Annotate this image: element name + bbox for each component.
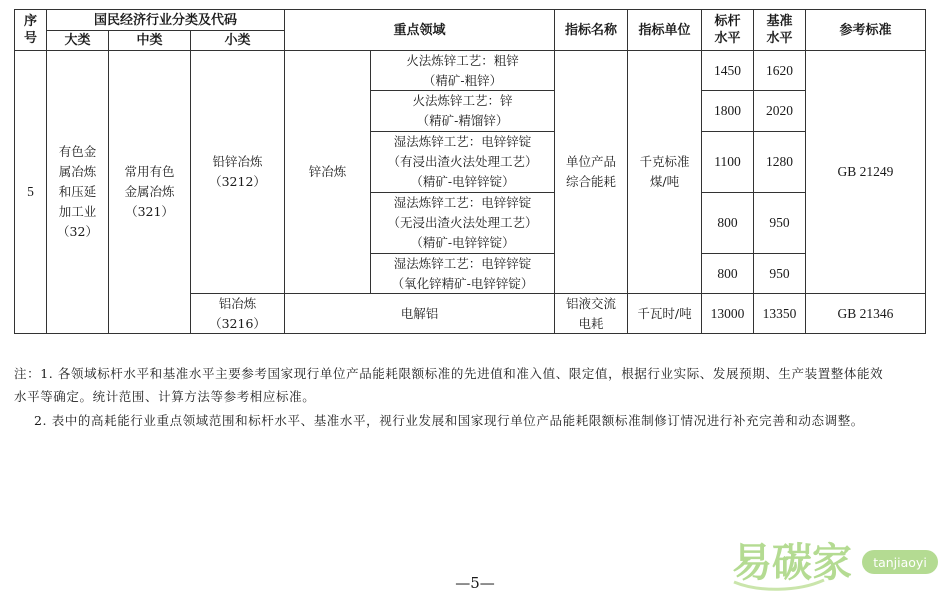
baseline-value: 1280: [766, 154, 793, 169]
major-line: 和压延: [58, 184, 97, 199]
header-indicator-unit: 指标单位: [638, 22, 691, 38]
baseline-value: 2020: [766, 103, 793, 118]
benchmark-value: 1100: [714, 154, 741, 169]
header-seq-line: 序: [23, 14, 37, 29]
page-number: —5—: [455, 574, 495, 592]
logo-brand-text: 易碳家: [732, 540, 852, 586]
indicator-unit-line: 千克标准: [639, 154, 690, 169]
process-line: （精矿-电锌锌锭）: [410, 174, 515, 189]
benchmark-value: 1450: [714, 62, 741, 78]
logo-site-text: tanjiaoyi: [873, 555, 927, 570]
baseline-value: 950: [769, 215, 790, 230]
benchmark-value: 1800: [714, 103, 741, 118]
process-text: [371, 51, 554, 90]
process-text: [371, 193, 554, 253]
process-line: （精矿-精馏锌）: [416, 113, 509, 128]
note-line-3: 2. 表中的高耗能行业重点领域范围和标杆水平、基准水平，视行业发展和国家现行单位产品能耗限额标准制修订情况进行补充完善和动态调整。: [34, 413, 864, 428]
baseline-value-aluminum: 13350: [762, 305, 797, 321]
indicator-unit-line: 煤/吨: [649, 174, 680, 189]
process-text: [371, 91, 554, 131]
benchmark-value: 800: [717, 215, 738, 230]
header-benchmark-line: 水平: [714, 31, 741, 46]
process-line: （精矿-粗锌）: [422, 72, 503, 88]
indicator-name-line: 单位产品: [565, 154, 616, 169]
major-line: （32）: [57, 224, 98, 239]
header-indicator-name: 指标名称: [564, 22, 617, 38]
note-line-2: 水平等确定。统计范围、计算方法等参考相应标准。: [14, 389, 316, 404]
header-medium: 中类: [136, 33, 163, 48]
row-medium-category: [109, 51, 190, 333]
process-line: （有浸出渣火法处理工艺）: [387, 154, 538, 169]
header-baseline-line: 基准: [766, 14, 793, 29]
reference-zinc: GB 21249: [837, 164, 894, 179]
row-seq: 5: [27, 184, 34, 199]
indicator-name-line: 铝液交流: [565, 295, 616, 311]
indicator-name-aluminum: [555, 294, 627, 333]
tanjiaoyi-watermark-logo: [728, 530, 940, 596]
indicator-name-zinc: [555, 51, 627, 293]
header-baseline-line: 水平: [766, 31, 793, 46]
reference-aluminum: GB 21346: [837, 305, 894, 321]
row-minor-zinc: [191, 51, 284, 293]
benchmark-value-aluminum: 13000: [710, 305, 745, 321]
process-text: [371, 254, 554, 293]
process-line: 湿法炼锌工艺：电锌锌锭: [393, 195, 532, 210]
indicator-unit-aluminum: 千瓦时/吨: [637, 305, 692, 321]
indicator-name-line: 电耗: [578, 315, 604, 331]
minor-aluminum-line: 铝冶炼: [218, 295, 257, 311]
minor-zinc-line: 铅锌冶炼: [212, 154, 263, 169]
header-minor: 小类: [224, 33, 251, 48]
row-major-category: [47, 51, 108, 333]
medium-line: 常用有色: [124, 164, 175, 179]
row-field-zinc: 锌冶炼: [308, 164, 347, 179]
header-seq-line: 号: [23, 31, 37, 46]
header-benchmark: [702, 10, 753, 50]
header-reference: 参考标准: [839, 22, 892, 38]
process-line: （无浸出渣火法处理工艺）: [387, 215, 538, 230]
process-line: 湿法炼锌工艺：电锌锌锭: [393, 134, 532, 149]
major-line: 属冶炼: [58, 164, 97, 179]
header-benchmark-line: 标杆: [714, 14, 741, 29]
process-line: （氧化锌精矿-电锌锌锭）: [391, 275, 534, 291]
baseline-value: 1620: [766, 62, 793, 78]
row-minor-aluminum: [191, 294, 284, 333]
process-text: [371, 132, 554, 192]
header-major: 大类: [64, 33, 91, 48]
process-line: 火法炼锌工艺：锌: [412, 93, 513, 108]
header-classification: 国民经济行业分类及代码: [93, 12, 237, 28]
process-line: （精矿-电锌锌锭）: [410, 235, 515, 250]
minor-zinc-line: （3212）: [209, 174, 266, 189]
header-field: 重点领域: [393, 22, 446, 38]
medium-line: 金属冶炼: [124, 184, 175, 199]
major-line: 加工业: [58, 204, 97, 219]
row-field-aluminum: 电解铝: [400, 305, 439, 321]
medium-line: （321）: [125, 204, 174, 219]
note-line-1: 注：1. 各领域标杆水平和基准水平主要参考国家现行单位产品能耗限额标准的先进值和准入值、限定值，根据行业实际、发展预期、生产装置整体能效: [14, 366, 884, 381]
indicator-name-line: 综合能耗: [565, 174, 616, 189]
benchmark-value: 800: [717, 265, 738, 281]
minor-aluminum-line: （3216）: [209, 315, 266, 331]
process-line: 湿法炼锌工艺：电锌锌锭: [393, 255, 532, 271]
process-line: 火法炼锌工艺：粗锌: [406, 52, 519, 68]
header-baseline: [754, 10, 805, 50]
header-seq: [15, 10, 46, 50]
baseline-value: 950: [769, 265, 790, 281]
indicator-unit-zinc: [628, 51, 701, 293]
major-line: 有色金: [58, 144, 97, 159]
